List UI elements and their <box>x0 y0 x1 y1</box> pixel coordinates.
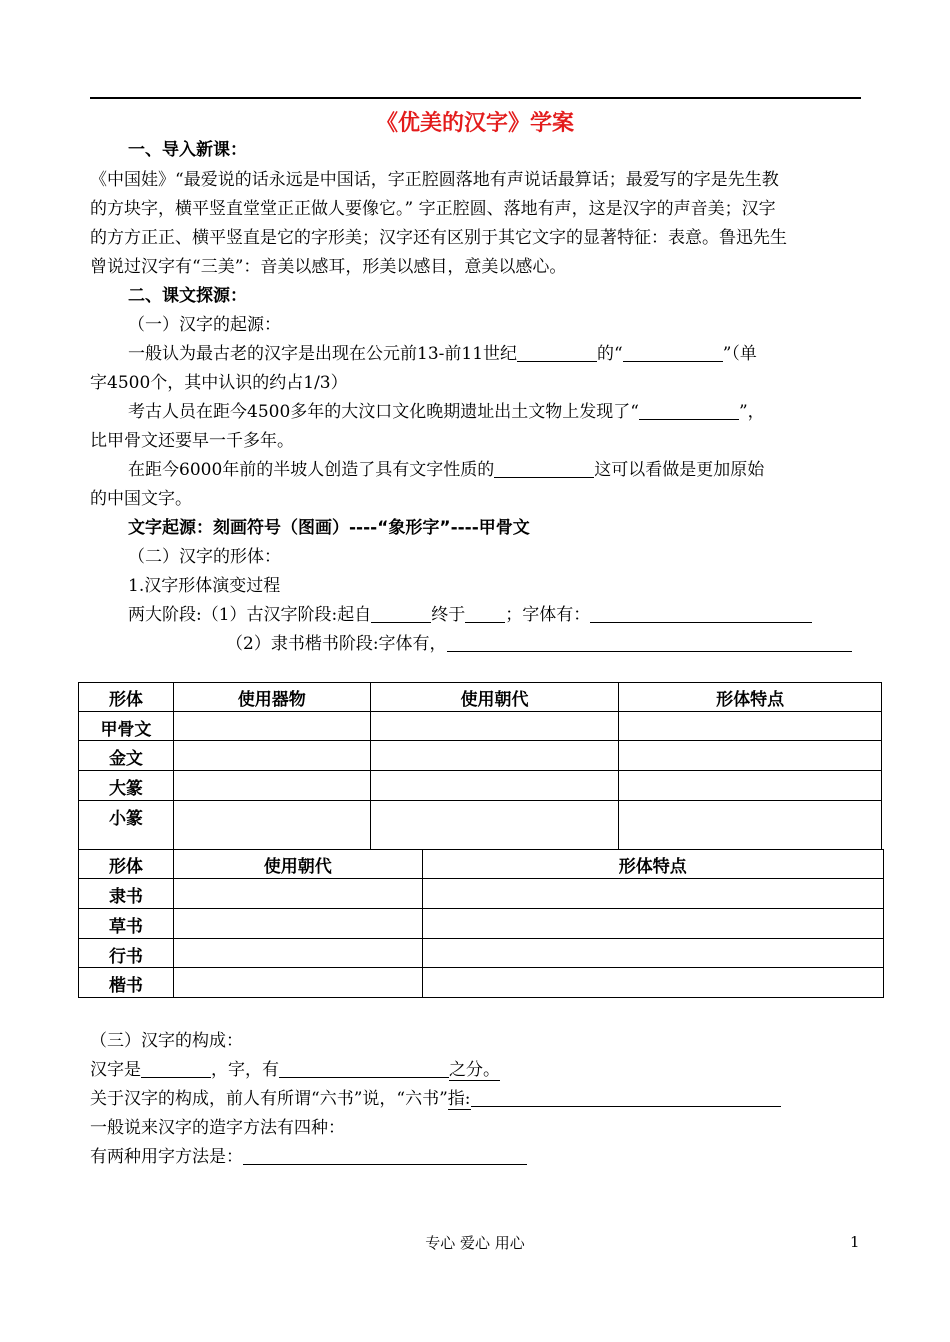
header-rule <box>90 97 861 99</box>
origin-paragraph-2: 考古人员在距今4500多年的大汶口文化晚期遗址出土文物上发现了“ ”， <box>128 402 765 422</box>
answer-blank[interactable] <box>471 1088 781 1107</box>
table-cell[interactable] <box>173 801 370 850</box>
intro-line-4: 曾说过汉字有“三美”：音美以感耳，形美以感目，意美以感心。 <box>90 257 567 277</box>
answer-blank[interactable] <box>141 1059 211 1078</box>
table-cell[interactable] <box>173 879 422 909</box>
intro-heading: 一、导入新课： <box>128 140 247 160</box>
table-header: 形体特点 <box>422 850 883 879</box>
form-subheading: （二）汉字的形体： <box>128 547 281 567</box>
row-label: 甲骨文 <box>79 712 174 741</box>
stage-2-line: （2）隶书楷书阶段:字体有， <box>226 630 866 659</box>
script-table-ancient <box>78 682 882 850</box>
answer-blank[interactable] <box>243 1146 527 1165</box>
answer-blank[interactable] <box>623 343 723 362</box>
table-header: 使用器物 <box>173 683 370 712</box>
table-row <box>79 771 882 801</box>
structure-line-4: 有两种用字方法是： <box>90 1143 862 1172</box>
row-label: 金文 <box>79 741 174 771</box>
answer-blank[interactable] <box>447 633 852 652</box>
origin-paragraph-3: 在距今6000年前的半坡人创造了具有文字性质的 这可以看做是更加原始 <box>128 460 765 480</box>
intro-line-3: 的方方正正、横平竖直是它的字形美；汉字还有区别于其它文字的显著特征：表意。鲁迅先生 <box>90 228 787 248</box>
structure-subheading: （三）汉字的构成： <box>90 1031 243 1051</box>
footer-motto: 专心 爱心 用心 <box>425 1234 525 1252</box>
evolution-heading: 1.汉字形体演变过程 <box>128 576 281 596</box>
row-label: 草书 <box>79 909 174 939</box>
table-row <box>79 968 884 998</box>
row-label: 隶书 <box>79 879 174 909</box>
table-row <box>79 879 884 909</box>
table-cell[interactable] <box>619 771 882 801</box>
row-label: 楷书 <box>79 968 174 998</box>
intro-line-1: 《中国娃》“最爱说的话永远是中国话，字正腔圆落地有声说话最算话；最爱写的字是先生教 <box>90 170 779 190</box>
table-cell[interactable] <box>370 801 619 850</box>
table-cell[interactable] <box>422 909 883 939</box>
table-cell[interactable] <box>619 741 882 771</box>
structure-line-2: 关于汉字的构成，前人有所谓“六书”说，“六书”指: <box>90 1085 862 1114</box>
table-cell[interactable] <box>619 712 882 741</box>
stage-1-line: 两大阶段:（1）古汉字阶段:起自 终于 ；字体有： <box>128 601 900 630</box>
table-cell[interactable] <box>422 879 883 909</box>
origin-paragraph-1: 一般认为最古老的汉字是出现在公元前13-前11世纪 的“ ”（单 <box>128 344 757 364</box>
table-cell[interactable] <box>422 939 883 968</box>
table-row <box>79 712 882 741</box>
origin-summary: 文字起源：刻画符号（图画）----“象形字”----甲骨文 <box>128 518 530 538</box>
table-cell[interactable] <box>173 712 370 741</box>
origin-paragraph-2-cont: 比甲骨文还要早一千多年。 <box>90 431 294 451</box>
table-cell[interactable] <box>173 741 370 771</box>
table-cell[interactable] <box>173 939 422 968</box>
row-label: 小篆 <box>79 801 174 850</box>
table-row <box>79 909 884 939</box>
structure-line-1: 汉字是 ，字，有 之分。 <box>90 1060 500 1080</box>
table-cell[interactable] <box>370 771 619 801</box>
script-table-modern <box>78 849 884 998</box>
answer-blank[interactable] <box>371 604 431 623</box>
table-cell[interactable] <box>370 741 619 771</box>
answer-blank[interactable] <box>279 1059 449 1078</box>
table-cell[interactable] <box>422 968 883 998</box>
table-row <box>79 741 882 771</box>
source-heading: 二、课文探源： <box>128 286 247 306</box>
structure-line-3: 一般说来汉字的造字方法有四种： <box>90 1118 345 1138</box>
row-label: 行书 <box>79 939 174 968</box>
page-title: 《优美的汉字》学案 <box>375 111 574 136</box>
table-row <box>79 801 882 850</box>
origin-paragraph-3-cont: 的中国文字。 <box>90 489 192 509</box>
table-row <box>79 939 884 968</box>
table-header: 使用朝代 <box>173 850 422 879</box>
table-cell[interactable] <box>370 712 619 741</box>
answer-blank[interactable] <box>517 343 597 362</box>
table-header-row <box>79 683 882 712</box>
table-header: 形体 <box>79 850 174 879</box>
answer-blank[interactable] <box>590 604 812 623</box>
origin-subheading: （一）汉字的起源： <box>128 315 281 335</box>
table-cell[interactable] <box>619 801 882 850</box>
row-label: 大篆 <box>79 771 174 801</box>
table-header: 形体特点 <box>619 683 882 712</box>
table-cell[interactable] <box>173 771 370 801</box>
table-header: 使用朝代 <box>370 683 619 712</box>
page-number: 1 <box>850 1233 860 1251</box>
table-cell[interactable] <box>173 909 422 939</box>
answer-blank[interactable] <box>494 459 594 478</box>
answer-blank[interactable] <box>639 401 739 420</box>
intro-line-2: 的方块字，横平竖直堂堂正正做人要像它。” 字正腔圆、落地有声，这是汉字的声音美；汉字 <box>90 199 776 219</box>
table-header-row <box>79 850 884 879</box>
answer-blank[interactable] <box>465 604 505 623</box>
table-header: 形体 <box>79 683 174 712</box>
origin-paragraph-1-cont: 字4500个，其中认识的约占1/3） <box>90 373 348 393</box>
table-cell[interactable] <box>173 968 422 998</box>
